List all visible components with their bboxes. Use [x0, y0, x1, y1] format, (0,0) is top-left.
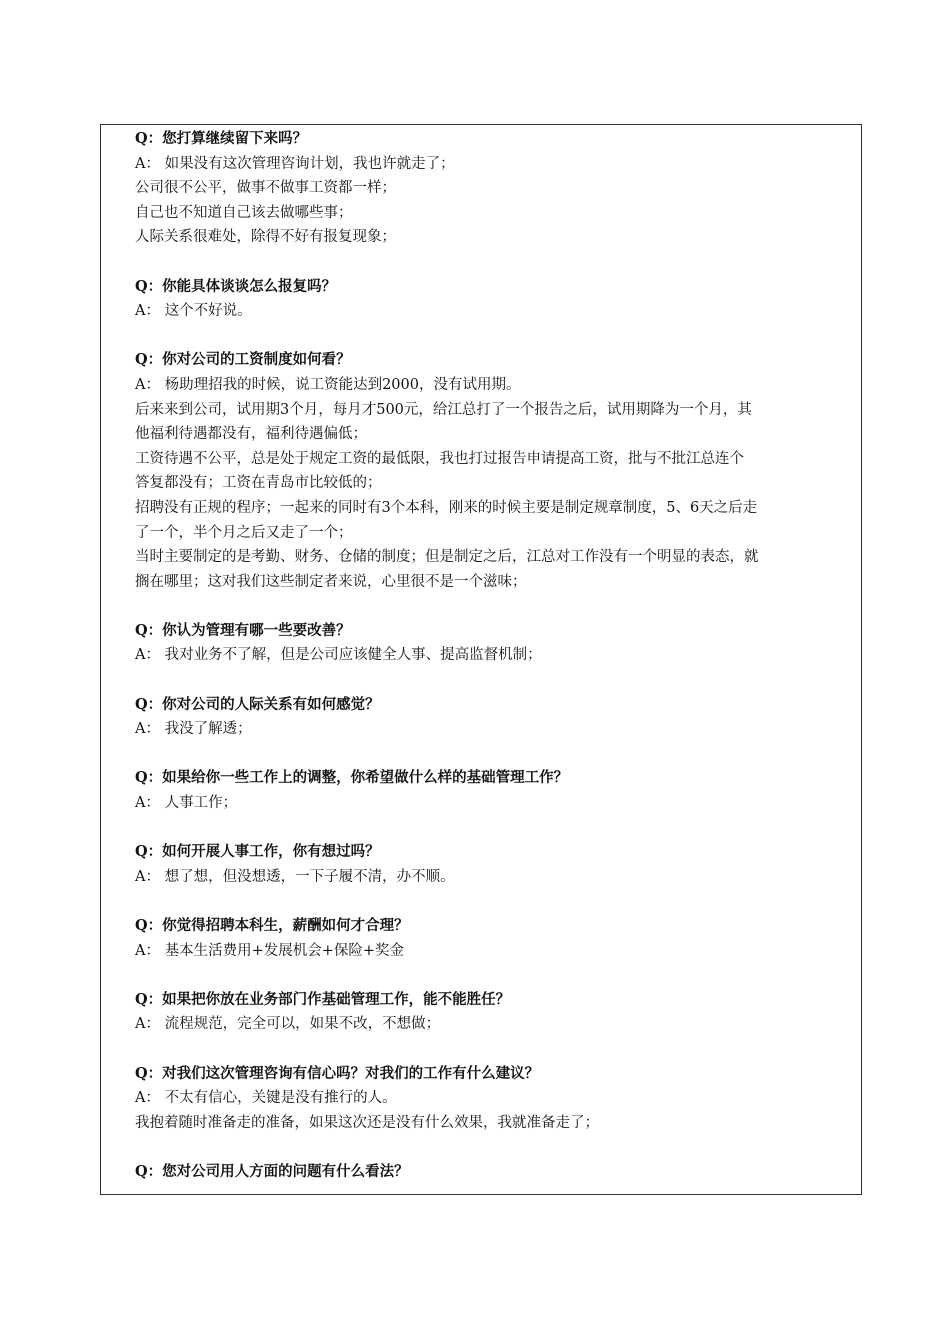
answer-text: 他福利待遇都没有，福利待遇偏低；: [135, 426, 367, 443]
question-text: Q：您打算继续留下来吗？: [135, 130, 308, 147]
answer-text: 自己也不知道自己该去做哪些事；: [135, 204, 353, 221]
block-spacer: [135, 594, 857, 619]
answer-text: A： 如果没有这次管理咨询计划，我也许就走了；: [135, 155, 455, 172]
answer-text: 人际关系很难处，除得不好有报复现象；: [135, 229, 396, 246]
answer-text: 搁在哪里；这对我们这些制定者来说，心里很不是一个滋味；: [135, 573, 527, 590]
block-spacer: [135, 1037, 857, 1062]
question-text: Q：如果给你一些工作上的调整，你希望做什么样的基础管理工作？: [135, 769, 569, 787]
answer-text: A： 我没了解透；: [135, 721, 252, 738]
block-spacer: [135, 816, 857, 841]
answer-text: A： 想了想，但没想透，一下子履不清，办不顺。: [135, 868, 455, 885]
answer-text: 当时主要制定的是考勤、财务、仓储的制度；但是制定之后，江总对工作没有一个明显的表态，就: [135, 549, 759, 566]
block-spacer: [135, 1135, 857, 1160]
block-spacer: [135, 250, 857, 275]
question-text: Q：你对公司的工资制度如何看？: [135, 351, 351, 369]
block-spacer: [135, 324, 857, 349]
question-text: Q：如何开展人事工作，你有想过吗？: [135, 843, 380, 861]
answer-text: A： 这个不好说。: [135, 303, 252, 320]
answer-text: A： 基本生活费用+发展机会+保险+奖金: [135, 942, 405, 959]
answer-text: 招聘没有正规的程序；一起来的同时有3个本科，刚来的时候主要是制定规章制度，5、6天之后走: [135, 499, 758, 516]
question-text: Q：您对公司用人方面的问题有什么看法？: [135, 1162, 409, 1180]
block-spacer: [135, 668, 857, 693]
question-text: Q：你觉得招聘本科生，薪酬如何才合理？: [135, 917, 409, 934]
question-text: Q：对我们这次管理咨询有信心吗？对我们的工作有什么建议？: [135, 1064, 540, 1082]
block-spacer: [135, 742, 857, 767]
answer-text: 答复都没有；工资在青岛市比较低的；: [135, 475, 382, 492]
question-text: Q：你认为管理有哪一些要改善？: [135, 621, 351, 639]
block-spacer: [135, 889, 857, 914]
answer-text: A： 我对业务不了解，但是公司应该健全人事、提高监督机制；: [135, 647, 542, 664]
answer-text: A： 人事工作；: [135, 795, 238, 812]
question-text: Q：你对公司的人际关系有如何感觉？: [135, 695, 380, 713]
answer-text: 后来来到公司，试用期3个月，每月才500元，给江总打了一个报告之后，试用期降为一个月，其: [135, 401, 752, 418]
answer-text: 工资待遇不公平，总是处于规定工资的最低限，我也打过报告申请提高工资，批与不批江总连个: [135, 450, 744, 467]
question-text: Q：你能具体谈谈怎么报复吗？: [135, 277, 337, 295]
answer-text: 我抱着随时准备走的准备，如果这次还是没有什么效果，我就准备走了；: [135, 1114, 599, 1131]
answer-text: 了一个，半个月之后又走了一个；: [135, 524, 353, 541]
interview-content: [135, 127, 857, 1185]
question-text: Q：如果把你放在业务部门作基础管理工作，能不能胜任？: [135, 990, 511, 1008]
answer-text: A： 不太有信心，关键是没有推行的人。: [135, 1090, 397, 1107]
answer-text: 公司很不公平，做事不做事工资都一样；: [135, 180, 396, 197]
interview-table-cell: [100, 124, 862, 1195]
block-spacer: [135, 963, 857, 988]
answer-text: A： 流程规范，完全可以，如果不改，不想做；: [135, 1016, 441, 1033]
answer-text: A： 杨助理招我的时候，说工资能达到2000，没有试用期。: [135, 376, 521, 393]
